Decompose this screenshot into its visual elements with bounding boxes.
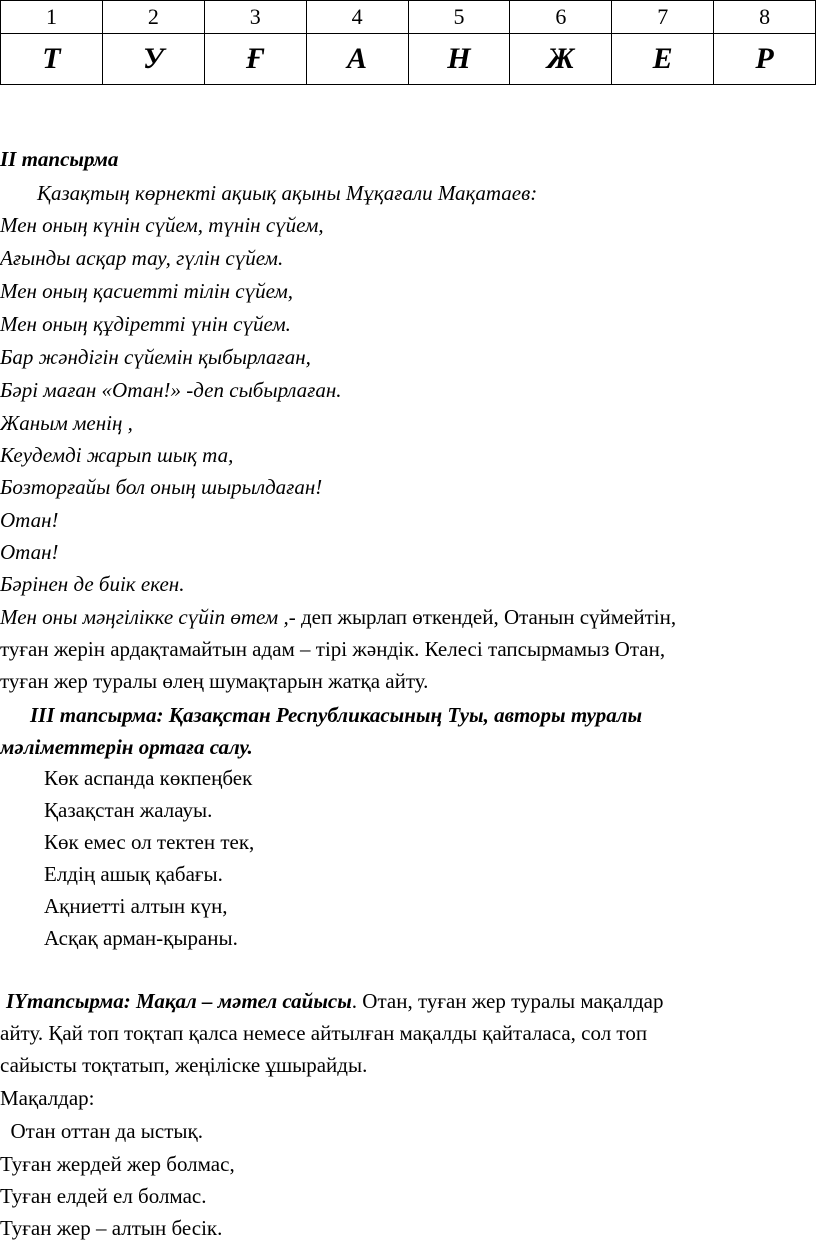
conclusion-line: туған жер туралы өлең шумақтарын жатқа айту. (0, 669, 429, 693)
poem-line: Отан! (0, 508, 59, 532)
task2-title: ІІ тапсырма (0, 147, 119, 171)
poem-line: Бар жәндігін сүйемін қыбырлаған, (0, 345, 311, 369)
poem-line: Бәрі маған «Отан!» -деп сыбырлаған. (0, 378, 342, 402)
flag-poem-line: Асқақ арман-қыраны. (44, 926, 238, 950)
letter-table (0, 0, 816, 85)
poem-line: Кеудемді жарып шық та, (0, 443, 234, 467)
poem-closing-line: Мен оны мәңгілікке сүйіп өтем , (0, 605, 289, 629)
flag-poem-line: Қазақстан жалауы. (44, 798, 213, 822)
task4-line: сайысты тоқтатып, жеңіліске ұшырайды. (0, 1053, 368, 1077)
flag-poem-line: Ақниетті алтын күн, (44, 894, 228, 918)
number-row (1, 1, 816, 34)
task2-intro: Қазақтың көрнекті ақиық ақыны Мұқағали Мақатаев: (37, 181, 538, 205)
poem-line: Жаным менің , (0, 411, 133, 435)
poem-line: Бәрінен де биік екен. (0, 572, 185, 596)
proverbs-label: Мақалдар: (0, 1086, 95, 1110)
number-cell: 5 (408, 1, 510, 34)
number-cell: 6 (510, 1, 612, 34)
task4-text: . Отан, туған жер туралы мақалдар (351, 989, 664, 1013)
task4-title: IYтапсырма: Мақал – мәтел сайысы (6, 989, 352, 1013)
number-cell: 7 (612, 1, 714, 34)
conclusion-line: туған жерін ардақтамайтын адам – тірі жәндік. Келесі тапсырмамыз Отан, (0, 637, 666, 661)
flag-poem-line: Елдің ашық қабағы. (44, 862, 223, 886)
proverb: Туған елдей ел болмас. (0, 1184, 207, 1208)
proverb: Отан оттан да ыстық. (0, 1119, 203, 1143)
number-cell: 2 (102, 1, 204, 34)
letter-cell: Ғ (204, 34, 306, 85)
poem-line: Мен оның құдіретті үнін сүйем. (0, 312, 291, 336)
poem-line: Ағынды асқар тау, гүлін сүйем. (0, 246, 284, 270)
task4-line: айту. Қай топ тоқтап қалса немесе айтылған мақалды қайталаса, сол топ (0, 1021, 648, 1045)
letter-cell: У (102, 34, 204, 85)
letter-cell: Т (1, 34, 103, 85)
number-cell: 1 (1, 1, 103, 34)
poem-line: Отан! (0, 540, 59, 564)
letter-cell: А (306, 34, 408, 85)
letter-row (1, 34, 816, 85)
conclusion-text: - деп жырлап өткендей, Отанын сүймейтін, (288, 605, 677, 629)
task3-title-cont: мәліметтерін ортаға салу. (0, 735, 253, 759)
letter-cell: Е (612, 34, 714, 85)
poem-line: Мен оның қасиетті тілін сүйем, (0, 279, 294, 303)
poem-line: Бозторғайы бол оның шырылдаған! (0, 475, 323, 499)
proverb: Туған жер – алтын бесік. (0, 1216, 223, 1240)
number-cell: 4 (306, 1, 408, 34)
proverb: Туған жердей жер болмас, (0, 1152, 235, 1176)
number-cell: 3 (204, 1, 306, 34)
flag-poem-line: Көк аспанда көкпеңбек (44, 766, 253, 790)
poem-line: Мен оның күнін сүйем, түнін сүйем, (0, 213, 324, 237)
task4-line (6, 988, 664, 1014)
letter-cell: Р (714, 34, 816, 85)
task3-title: ІІІ тапсырма: Қазақстан Республикасының Туы, авторы туралы (30, 703, 643, 727)
flag-poem-line: Көк емес ол тектен тек, (44, 830, 255, 854)
letter-cell: Н (408, 34, 510, 85)
number-cell: 8 (714, 1, 816, 34)
task2-conclusion-line (0, 604, 676, 630)
letter-cell: Ж (510, 34, 612, 85)
